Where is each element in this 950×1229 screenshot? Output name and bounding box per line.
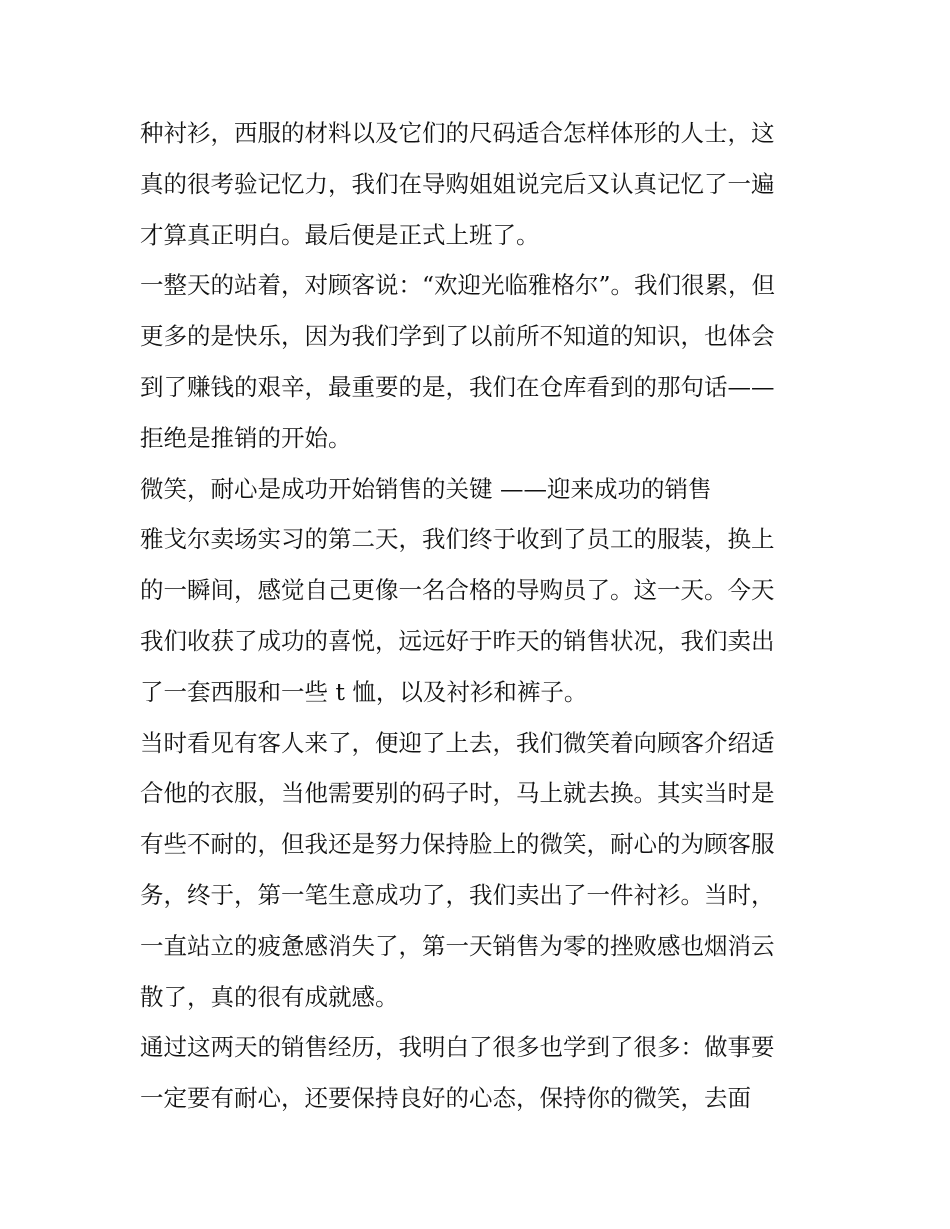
text-line: 的一瞬间，感觉自己更像一名合格的导购员了。这一天。今天 [140,576,775,605]
text-line: 更多的是快乐，因为我们学到了以前所不知道的知识，也体会 [140,322,775,351]
body-text [140,108,820,1124]
text-line: 通过这两天的销售经历，我明白了很多也学到了很多：做事要 [140,1033,775,1062]
text-line: 拒绝是推销的开始。 [140,423,352,452]
text-line: 我们收获了成功的喜悦，远远好于昨天的销售状况，我们卖出 [140,626,775,655]
text-line: 有些不耐的，但我还是努力保持脸上的微笑，耐心的为顾客服 [140,830,775,859]
text-line: 当时看见有客人来了，便迎了上去，我们微笑着向顾客介绍适 [140,728,775,757]
text-line: 雅戈尔卖场实习的第二天，我们终于收到了员工的服装，换上 [140,525,775,554]
text-line: 合他的衣服，当他需要别的码子时，马上就去换。其实当时是 [140,779,775,808]
text-line: 散了，真的很有成就感。 [140,982,399,1011]
section-heading-line: 微笑，耐心是成功开始销售的关键 ——迎来成功的销售 [140,474,712,503]
text-line: 务，终于，第一笔生意成功了，我们卖出了一件衬衫。当时， [140,880,775,909]
text-line: 才算真正明白。最后便是正式上班了。 [140,220,540,249]
text-line: 一整天的站着，对顾客说：“欢迎光临雅格尔”。我们很累，但 [140,271,776,300]
text-line: 一定要有耐心，还要保持良好的心态，保持你的微笑，去面 [140,1084,751,1113]
text-line: 真的很考验记忆力，我们在导购姐姐说完后又认真记忆了一遍 [140,169,775,198]
text-line: 一直站立的疲惫感消失了，第一天销售为零的挫败感也烟消云 [140,931,775,960]
text-line: 到了赚钱的艰辛，最重要的是，我们在仓库看到的那句话—— [140,372,775,401]
text-line: 种衬衫，西服的材料以及它们的尺码适合怎样体形的人士，这 [140,119,775,147]
text-line: 了一套西服和一些 t 恤，以及衬衫和裤子。 [140,677,588,706]
